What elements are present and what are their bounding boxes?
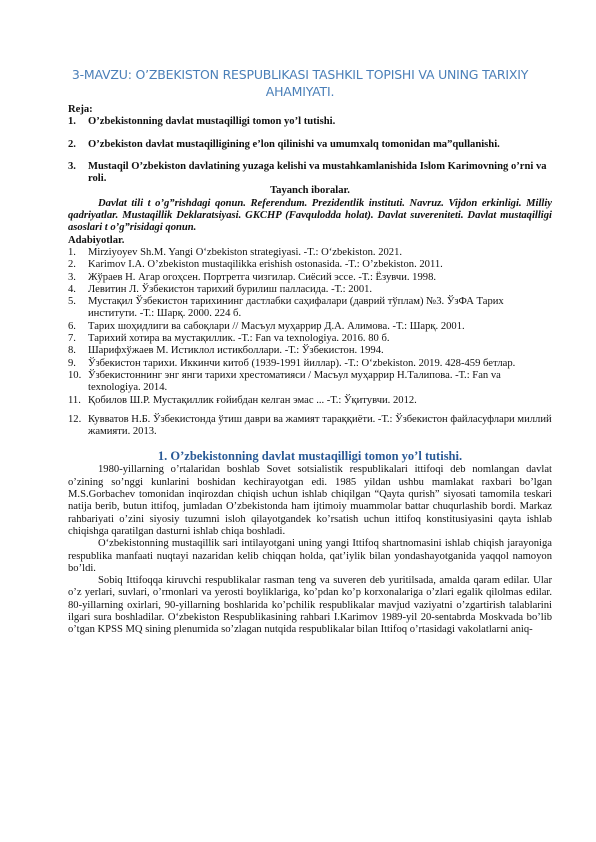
reference-number: 3. (68, 271, 76, 283)
reference-item (68, 345, 552, 357)
reference-text: Ўзбекистоннинг энг янги тарихи хрестоматияси / Масъул муҳаррир Н.Талипова. -Т.: Fan va texnologiya. 2014. (88, 369, 501, 394)
reference-text: Тарих шоҳидлиги ва сабоқлари // Масъул муҳаррир Д.А. Алимова. -Т.: Шарқ. 2001. (88, 320, 465, 332)
plan-item-number: 2. (68, 138, 76, 150)
reference-item (68, 395, 552, 407)
reference-number: 11. (68, 394, 81, 406)
reference-number: 2. (68, 259, 76, 271)
key-terms-heading: Tayanch iboralar. (270, 185, 350, 197)
plan-item (68, 161, 552, 186)
plan-item-text: O’zbekistonning davlat mustaqilligi tomon yo’l tutishi. (88, 116, 336, 128)
reference-text: Қобилов Ш.Р. Мустақиллик ғойибдан келган эмас ... -Т.: Ўқитувчи. 2012. (88, 394, 417, 406)
key-terms-text: Davlat tili t o’g”rishdagi qonun. Referendum. Prezidentlik instituti. Navruz. Vijdon erkinligi. Milliy qadriyatlar. Mustaqillik Deklaratsiyasi. GKCHP (Favqulodda holat). Davlat suvereniteti. Davlat mustaqilligi asoslari t o’g”risidagi qonun. (68, 197, 552, 234)
reference-item (68, 247, 552, 259)
reference-text: Мустақил Ўзбекистон тарихининг дастлабки саҳифалари (даврий тўплам) №3. ЎзФА Тарих институти. -Т.: Шарқ. 2000. 224 б. (88, 296, 504, 320)
paragraph: Sobiq Ittifoqqa kiruvchi respublikalar rasman teng va suveren deb yuritilsada, amalda qaram edilar. Ular o’z yerlari, suvlari, o’rmonlari va yerosti boyliklariga, ko’pdan ko’p korxonalariga o’zlari egalik qilolmas edilar. 80-yillarning oxirlari, 90-yillarning boshlarida ko’pchilik respublikalar mavjud vaziyatni o’zgartirish talablarini ilgari sura boshladilar. O‘zbekiston Respublikasining rahbari I.Karimov 1989-yil 20-sentabrda Moskvada bo’lib o’tgan KPSS MQ sining plenumida so’zlagan nutqida respublikalar bilan Ittifoq o’rtasidagi vakolatlarni aniq- (68, 575, 552, 636)
reference-item (68, 333, 552, 345)
reference-text: Тарихий хотира ва мустақиллик. -Т.: Fan va texnologiya. 2016. 80 б. (88, 333, 390, 345)
reference-item (68, 284, 552, 296)
plan-item (68, 116, 552, 128)
section-heading: 1. O’zbekistonning davlat mustaqilligi tomon yo’l tutishi. (157, 449, 463, 464)
reference-text: Ўзбекистон тарихи. Иккинчи китоб (1939-1991 йиллар). -Т.: O‘zbekiston. 2019. 428-459 бетлар. (88, 357, 516, 369)
reference-item (68, 272, 552, 284)
plan-item (68, 139, 552, 151)
plan-item-text: Mustaqil O’zbekiston davlatining yuzaga kelishi va mustahkamlanishida Islom Karimovning o’rni va roli. (88, 160, 547, 185)
reference-text: Шарифхўжаев М. Истиклол истикболлари. -Т.: Ўзбекистон. 1994. (88, 345, 384, 357)
reference-number: 5. (68, 296, 76, 308)
reference-item (68, 296, 552, 321)
document-body (68, 104, 552, 637)
reference-number: 8. (68, 345, 76, 357)
paragraph: O‘zbekistonning mustaqillik sari intilayotgani uning yangi Ittifoq shartnomasini ishlab chiqish jarayoniga respublika manfaati nuqtayi nazaridan kelib chiqqan holda, qat’iylik bilan yondashayotganida yaqqol namoyon bo’ldi. (68, 538, 552, 574)
paragraph: 1980-yillarning o’rtalaridan boshlab Sovet sotsialistik respublikalari ittifoqi deb nomlangan davlat o’zining so’nggi kunlarini boshidan kechirayotgan edi. 1985 yildan ushbu mamlakat raxbari bo’lgan M.S.Gorbachev tomonidan inqirozdan chiqish uchun ishlab chiqilgan “Qayta qurish” siyosati tamomila teskari natija berib, butun ittifoq, jumladan O’zbekistonda ham ijtimoiy muammolar battar chuqurlashib bordi. Markaz rahbariyati o’zini siyosiy tuzumni isloh qilayotgandek ko’rsatish uchun ittifoq konstitusiyasini qayta ishlab chiqishga qaratilgan dasturni ishlab chiqa boshladi. (68, 464, 552, 537)
reference-item (68, 321, 552, 333)
reference-item (68, 370, 552, 395)
reference-text: Karimov I.A. O’zbekiston mustaqilikka erishish ostonasida. -T.: O’zbekiston. 2011. (88, 259, 443, 271)
plan-heading: Reja: (68, 104, 93, 115)
reference-number: 4. (68, 283, 76, 295)
reference-number: 12. (68, 413, 82, 425)
plan-item-number: 3. (68, 160, 76, 172)
plan-item-text: O’zbekiston davlat mustaqilligining e’lon qilinishi va umumxalq tomonidan ma”qullanishi. (88, 138, 500, 150)
reference-number: 9. (68, 357, 76, 369)
reference-number: 10. (68, 369, 82, 381)
reference-number: 6. (68, 320, 76, 332)
reference-number: 7. (68, 333, 76, 345)
reference-number: 1. (68, 246, 76, 258)
reference-text: Mirziyoyev Sh.M. Yangi O‘zbekiston strategiyasi. -T.: O‘zbekiston. 2021. (88, 246, 403, 258)
references-heading: Adabiyotlar. (68, 234, 125, 246)
reference-text: Кувватов Н.Б. Ўзбекистонда ўтиш даври ва жамият тараққиёти. -Т.: Ўзбекистон файласуфлари миллий жамияти. 2013. (88, 413, 552, 438)
document-title: 3-MAVZU: O’ZBEKISTON RESPUBLIKASI TASHKIL TOPISHI VA UNING TARIXIY AHAMIYATI. (71, 67, 529, 99)
plan-item-number: 1. (68, 116, 76, 128)
reference-text: Левитин Л. Ўзбекистон тарихий бурилиш палласида. -Т.: 2001. (88, 283, 373, 295)
reference-item (68, 414, 552, 439)
reference-item (68, 358, 552, 370)
reference-item (68, 259, 552, 271)
reference-text: Жўраев Н. Агар огоҳсен. Портретга чизгилар. Сиёсий эссе. -Т.: Ёзувчи. 1998. (88, 271, 437, 283)
